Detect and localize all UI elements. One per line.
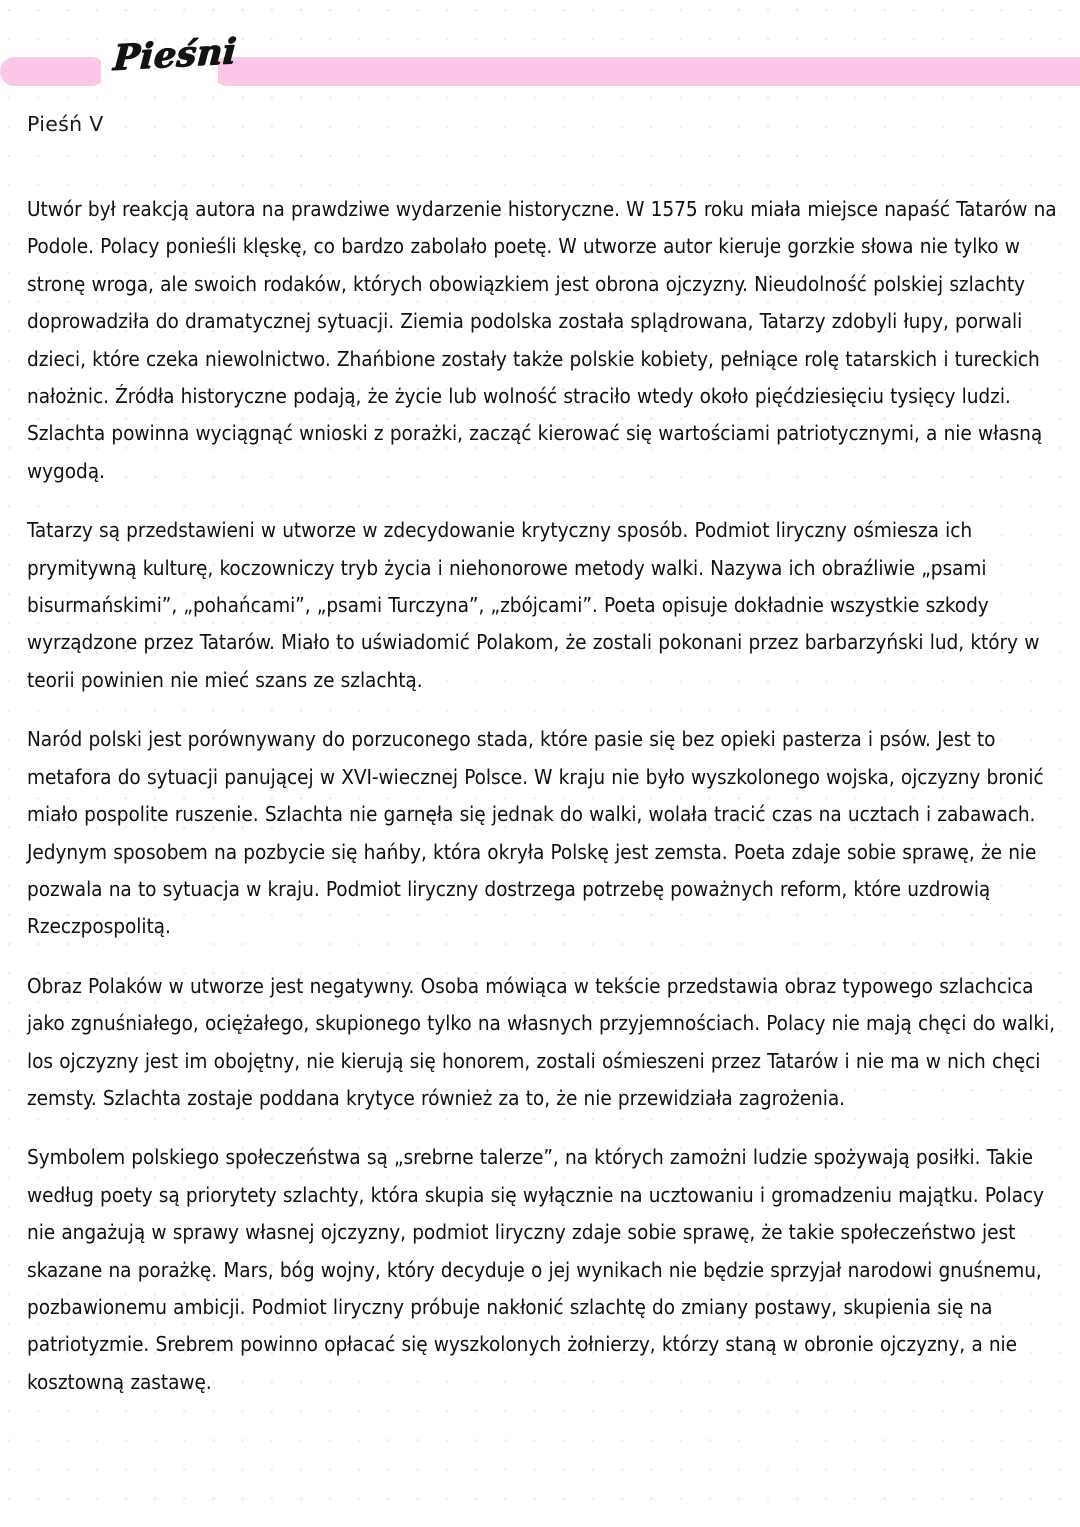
body-paragraph: Obraz Polaków w utworze jest negatywny. Osoba mówiąca w tekście przedstawia obraz typowego szlachcica jako zgnuśniałego, ociężałego, skupionego tylko na własnych przyjemnościach. Polacy nie mają chęci do walki, los ojczyzny jest im obojętny, nie kierują się honorem, zostali ośmieszeni przez Tatarów i nie ma w nich chęci zemsty. Szlachta zostaje poddana krytyce również za to, że nie przewidziała zagrożenia. bbox=[27, 973, 1055, 1110]
body-paragraph: Tatarzy są przedstawieni w utworze w zdecydowanie krytyczny sposób. Podmiot liryczny ośmiesza ich prymitywną kulturę, koczowniczy tryb życia i niehonorowe metody walki. Nazywa ich obraźliwie „psami bisurmańskimi”, „pohańcami”, „psami Turczyna”, „zbójcami”. Poeta opisuje dokładnie wszystkie szkody wyrządzone przez Tatarów. Miało to uświadomić Polakom, że zostali pokonani przez barbarzyński lud, który w teorii powinien nie mieć szans ze szlachtą. bbox=[27, 518, 1040, 692]
highlight-bar-right-segment bbox=[213, 57, 1080, 86]
page-title: Pieśni bbox=[112, 30, 238, 79]
page-header bbox=[0, 0, 1080, 104]
highlight-bar-left-segment bbox=[0, 57, 106, 86]
body-paragraph: Utwór był reakcją autora na prawdziwe wydarzenie historyczne. W 1575 roku miała miejsce napaść Tatarów na Podole. Polacy ponieśli klęskę, co bardzo zabolało poetę. W utworze autor kieruje gorzkie słowa nie tylko w stronę wroga, ale swoich rodaków, których obowiązkiem jest obrona ojczyzny. Nieudolność polskiej szlachty doprowadziła do dramatycznej sytuacji. Ziemia podolska została splądrowana, Tatarzy zdobyli łupy, porwali dzieci, które czeka niewolnictwo. Zhańbione zostały także polskie kobiety, pełniące rolę tatarskich i tureckich nałożnic. Źródła historyczne podają, że życie lub wolność straciło wtedy około pięćdziesięciu tysięcy ludzi. Szlachta powinna wyciągnąć wnioski z porażki, zacząć kierować się wartościami patriotycznymi, a nie własną wygodą. bbox=[27, 197, 1057, 483]
body-paragraph: Symbolem polskiego społeczeństwa są „srebrne talerze”, na których zamożni ludzie spożywają posiłki. Takie według poety są priorytety szlachty, która skupia się wyłącznie na ucztowaniu i gromadzeniu majątku. Polacy nie angażują w sprawy własnej ojczyzny, podmiot liryczny zdaje sobie sprawę, że takie społeczeństwo jest skazane na porażkę. Mars, bóg wojny, który decyduje o jej wynikach nie będzie sprzyjał narodowi gnuśnemu, pozbawionemu ambicji. Podmiot liryczny próbuje nakłonić szlachtę do zmiany postawy, skupienia się na patriotyzmie. Srebrem powinno opłacać się wyszkolonych żołnierzy, którzy staną w obronie ojczyzny, a nie kosztowną zastawę. bbox=[27, 1145, 1044, 1394]
note-content bbox=[27, 110, 1057, 1401]
body-paragraph: Naród polski jest porównywany do porzuconego stada, które pasie się bez opieki pasterza i psów. Jest to metafora do sytuacji panującej w XVI-wiecznej Polsce. W kraju nie było wyszkolonego wojska, ojczyzny bronić miało pospolite ruszenie. Szlachta nie garnęła się jednak do walki, wolała tracić czas na ucztach i zabawach. Jedynym sposobem na pozbycie się hańby, która okryła Polskę jest zemsta. Poeta zdaje sobie sprawę, że nie pozwala na to sytuacja w kraju. Podmiot liryczny dostrzega potrzebę poważnych reform, które uzdrowią Rzeczpospolitą. bbox=[27, 727, 1044, 939]
section-subtitle: Pieśń V bbox=[27, 112, 104, 136]
